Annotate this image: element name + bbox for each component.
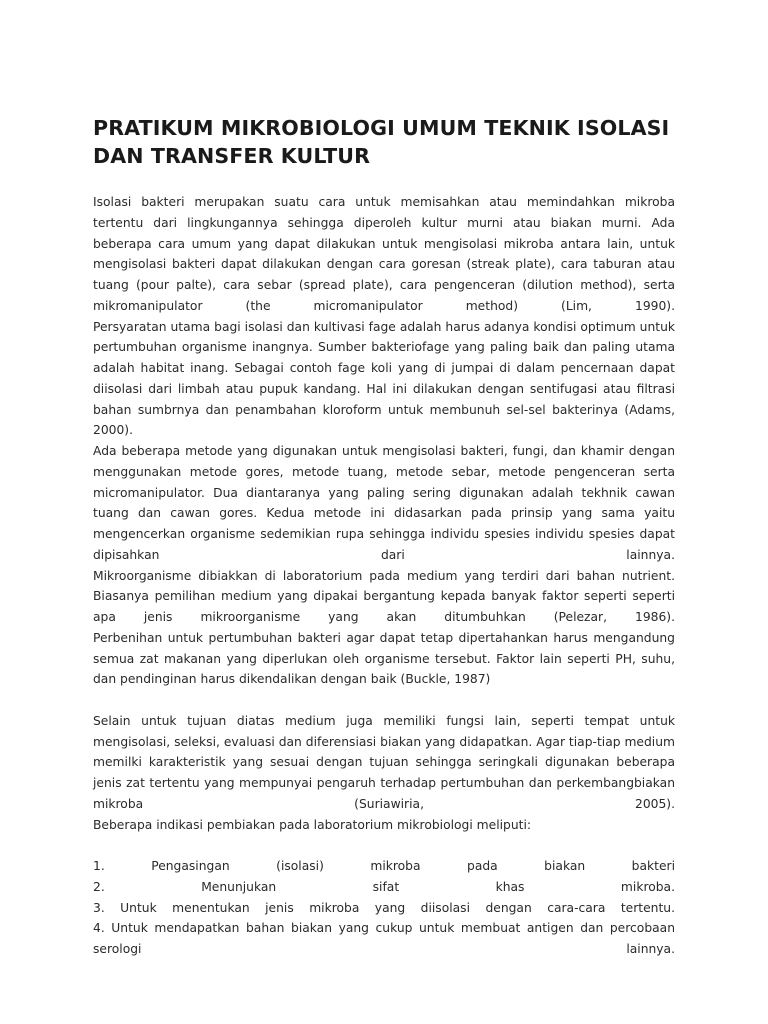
- text-line: Perbenihan untuk pertumbuhan bakteri agar dapat tetap dipertahankan harus mengandung: [93, 630, 675, 645]
- text-line: tuang (pour palte), cara sebar (spread plate), cara pengenceran (dilution method), serta: [93, 278, 675, 292]
- text-line: mengisolasi, seleksi, evaluasi dan diferensiasi biakan yang didapatkan. Agar tiap-tiap medium: [93, 734, 675, 749]
- text-line: Selain untuk tujuan diatas medium juga memiliki fungsi lain, seperti tempat untuk: [93, 713, 675, 728]
- text-line: Isolasi bakteri merupakan suatu cara untuk memisahkan atau memindahkan mikroba: [93, 195, 675, 209]
- text-line: Biasanya pemilihan medium yang dipakai bergantung kepada banyak faktor seperti seperti: [93, 589, 675, 604]
- document-title: PRATIKUM MIKROBIOLOGI UMUM TEKNIK ISOLASI DAN TRANSFER KULTUR: [93, 116, 670, 168]
- text-line: mikromanipulator (the micromanipulator method) (Lim, 1990).: [93, 298, 675, 313]
- paragraph-gap: [93, 690, 675, 711]
- text-line: mikroba (Suriawiria, 2005).: [93, 796, 675, 811]
- text-line: mengisolasi bakteri dapat dilakukan dengan cara goresan (streak plate), cara taburan atau: [93, 257, 675, 272]
- list-item-line: serologi lainnya.: [93, 942, 675, 956]
- list-item-line: 3. Untuk menentukan jenis mikroba yang diisolasi dengan cara-cara tertentu.: [93, 900, 675, 915]
- text-line: semua zat makanan yang diperlukan oleh organisme tersebut. Faktor lain seperti PH, suhu,: [93, 651, 675, 666]
- list-item-line: 1. Pengasingan (isolasi) mikroba pada biakan bakteri: [93, 859, 675, 873]
- text-line: diisolasi dari limbah atau pupuk kandang. Hal ini dilakukan dengan sentifugasi atau filtrasi: [93, 381, 675, 396]
- text-line: beberapa cara umum yang dapat dilakukan untuk mengisolasi mikroba antara lain, untuk: [93, 236, 675, 251]
- text-line: Beberapa indikasi pembiakan pada laboratorium mikrobiologi meliputi:: [93, 817, 532, 832]
- text-line: apa jenis mikroorganisme yang akan ditumbuhkan (Pelezar, 1986).: [93, 610, 675, 624]
- list-item-line: 2. Menunjukan sifat khas mikroba.: [93, 879, 675, 894]
- list-item-line: 4. Untuk mendapatkan bahan biakan yang cukup untuk membuat antigen dan percobaan: [93, 921, 675, 936]
- text-line: Ada beberapa metode yang digunakan untuk mengisolasi bakteri, fungi, dan khamir dengan: [93, 444, 675, 458]
- paragraph-block-isolasi: [93, 192, 675, 690]
- text-line: dan pendinginan harus dikendalikan dengan baik (Buckle, 1987): [93, 672, 491, 687]
- text-line: memilki karakteristik yang sesuai dengan tujuan sehingga seringkali digunakan beberapa: [93, 755, 675, 770]
- text-line: pertumbuhan organisme inangnya. Sumber bakteriofage yang paling baik dan paling utama: [93, 340, 675, 355]
- text-line: Mikroorganisme dibiakkan di laboratorium pada medium yang terdiri dari bahan nutrient.: [93, 568, 675, 583]
- text-line: 2000).: [93, 423, 134, 438]
- text-line: bahan sumbrnya dan penambahan kloroform untuk membunuh sel-sel bakterinya (Adams,: [93, 402, 675, 417]
- text-line: menggunakan metode gores, metode tuang, metode sebar, metode pengenceran serta: [93, 464, 675, 479]
- text-line: dipisahkan dari lainnya.: [93, 547, 675, 562]
- indication-list: [93, 856, 675, 960]
- document-page: [93, 114, 675, 960]
- text-line: adalah habitat inang. Sebagai contoh fage koli yang di jumpai di dalam pencernaan dapat: [93, 361, 675, 375]
- text-line: Persyaratan utama bagi isolasi dan kultivasi fage adalah harus adanya kondisi optimum untuk: [93, 319, 675, 334]
- text-line: tertentu dari lingkungannya sehingga diperoleh kultur murni atau biakan murni. Ada: [93, 215, 675, 230]
- paragraph-gap: [93, 835, 675, 856]
- text-line: tuang dan cawan gores. Kedua metode ini didasarkan pada prinsip yang sama yaitu: [93, 506, 675, 521]
- text-line: micromanipulator. Dua diantaranya yang paling sering digunakan adalah tekhnik cawan: [93, 485, 675, 500]
- text-line: jenis zat tertentu yang mempunyai pengaruh terhadap pertumbuhan dan perkembangbiakan: [93, 776, 675, 790]
- paragraph-block-medium: [93, 711, 675, 836]
- text-line: mengencerkan organisme sedemikian rupa sehingga individu spesies individu spesies dapat: [93, 527, 675, 541]
